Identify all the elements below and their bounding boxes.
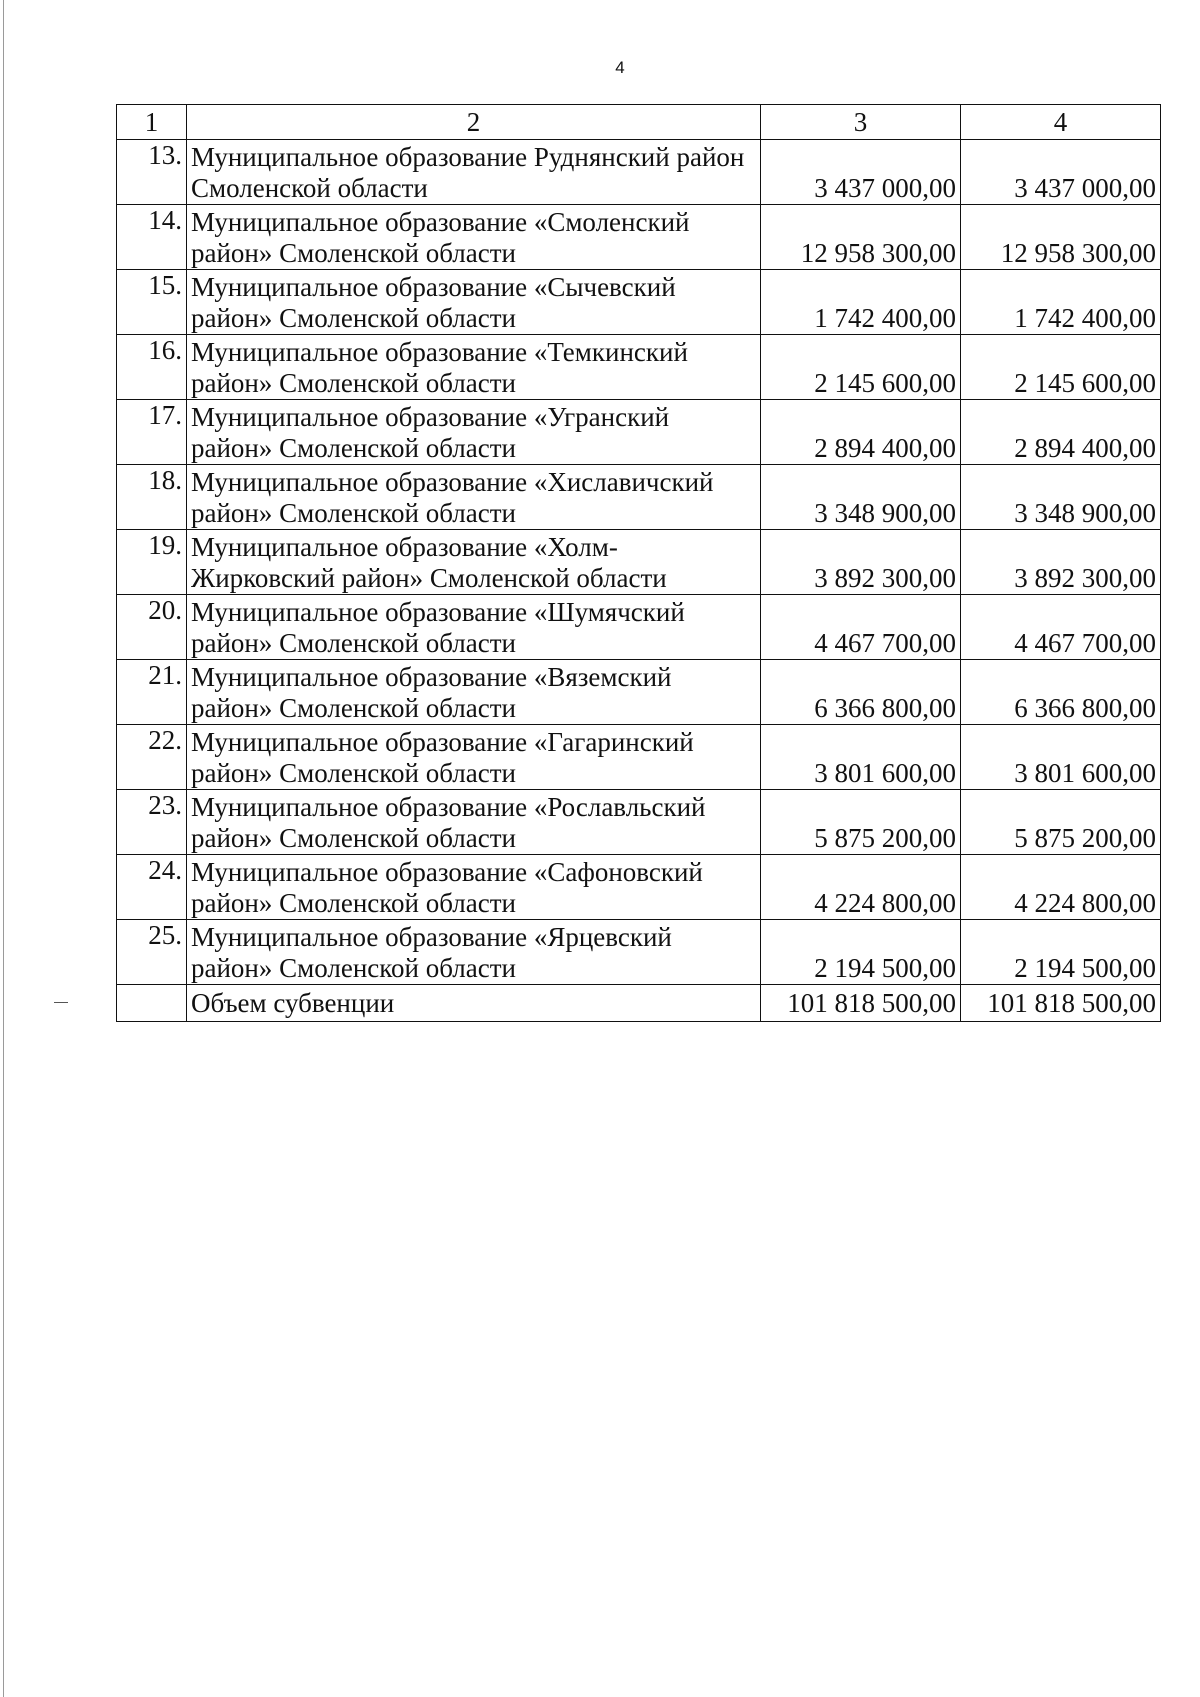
row-number: 19. — [117, 530, 187, 595]
municipality-name: Муниципальное образование «Угранский район» Смоленской области — [187, 400, 761, 465]
table-row — [117, 855, 1161, 920]
page-number: 4 — [615, 58, 625, 77]
row-number: 21. — [117, 660, 187, 725]
municipality-name: Муниципальное образование «Сычевский район» Смоленской области — [187, 270, 761, 335]
scan-artifact-mark — [54, 1002, 68, 1003]
amount-col4: 4 224 800,00 — [961, 855, 1161, 920]
total-col4: 101 818 500,00 — [961, 985, 1161, 1022]
municipality-name: Муниципальное образование «Шумячский район» Смоленской области — [187, 595, 761, 660]
total-label: Объем субвенции — [187, 985, 761, 1022]
amount-col3: 4 224 800,00 — [761, 855, 961, 920]
municipality-name: Муниципальное образование «Гагаринский район» Смоленской области — [187, 725, 761, 790]
total-row — [117, 985, 1161, 1022]
amount-col4: 6 366 800,00 — [961, 660, 1161, 725]
municipality-name: Муниципальное образование «Рославльский район» Смоленской области — [187, 790, 761, 855]
table-row — [117, 725, 1161, 790]
amount-col4: 4 467 700,00 — [961, 595, 1161, 660]
header-cell-1: 1 — [117, 105, 187, 140]
amount-col4: 2 894 400,00 — [961, 400, 1161, 465]
row-number: 16. — [117, 335, 187, 400]
header-cell-3: 3 — [761, 105, 961, 140]
subsidy-table — [116, 104, 1161, 1022]
table-row — [117, 140, 1161, 205]
scan-edge-line — [3, 0, 4, 1697]
amount-col4: 1 742 400,00 — [961, 270, 1161, 335]
row-number: 25. — [117, 920, 187, 985]
table-row — [117, 920, 1161, 985]
amount-col4: 3 437 000,00 — [961, 140, 1161, 205]
table-row — [117, 660, 1161, 725]
row-number: 18. — [117, 465, 187, 530]
table-row — [117, 205, 1161, 270]
table-row — [117, 335, 1161, 400]
table-header-row — [117, 105, 1161, 140]
header-cell-4: 4 — [961, 105, 1161, 140]
amount-col3: 6 366 800,00 — [761, 660, 961, 725]
amount-col4: 5 875 200,00 — [961, 790, 1161, 855]
amount-col4: 2 194 500,00 — [961, 920, 1161, 985]
municipality-name: Муниципальное образование «Темкинский район» Смоленской области — [187, 335, 761, 400]
table-row — [117, 790, 1161, 855]
amount-col3: 2 194 500,00 — [761, 920, 961, 985]
amount-col3: 1 742 400,00 — [761, 270, 961, 335]
municipality-name: Муниципальное образование «Сафоновский район» Смоленской области — [187, 855, 761, 920]
amount-col3: 3 892 300,00 — [761, 530, 961, 595]
amount-col3: 12 958 300,00 — [761, 205, 961, 270]
row-number: 14. — [117, 205, 187, 270]
municipality-name: Муниципальное образование «Вяземский район» Смоленской области — [187, 660, 761, 725]
amount-col4: 3 801 600,00 — [961, 725, 1161, 790]
municipality-name: Муниципальное образование «Хиславичский район» Смоленской области — [187, 465, 761, 530]
municipality-name: Муниципальное образование «Холм-Жирковский район» Смоленской области — [187, 530, 761, 595]
table-row — [117, 595, 1161, 660]
amount-col4: 3 348 900,00 — [961, 465, 1161, 530]
row-number: 13. — [117, 140, 187, 205]
amount-col3: 4 467 700,00 — [761, 595, 961, 660]
amount-col3: 3 437 000,00 — [761, 140, 961, 205]
amount-col4: 3 892 300,00 — [961, 530, 1161, 595]
total-col3: 101 818 500,00 — [761, 985, 961, 1022]
row-number: 20. — [117, 595, 187, 660]
table-row — [117, 465, 1161, 530]
amount-col3: 3 801 600,00 — [761, 725, 961, 790]
row-number: 23. — [117, 790, 187, 855]
municipality-name: Муниципальное образование «Ярцевский район» Смоленской области — [187, 920, 761, 985]
table-row — [117, 270, 1161, 335]
municipality-name: Муниципальное образование Руднянский район Смоленской области — [187, 140, 761, 205]
row-number: 22. — [117, 725, 187, 790]
table-body — [117, 105, 1161, 1022]
header-cell-2: 2 — [187, 105, 761, 140]
row-number: 24. — [117, 855, 187, 920]
row-number: 15. — [117, 270, 187, 335]
amount-col4: 2 145 600,00 — [961, 335, 1161, 400]
amount-col3: 3 348 900,00 — [761, 465, 961, 530]
table-row — [117, 400, 1161, 465]
amount-col3: 2 145 600,00 — [761, 335, 961, 400]
total-empty-cell — [117, 985, 187, 1022]
municipality-name: Муниципальное образование «Смоленский район» Смоленской области — [187, 205, 761, 270]
amount-col4: 12 958 300,00 — [961, 205, 1161, 270]
amount-col3: 2 894 400,00 — [761, 400, 961, 465]
row-number: 17. — [117, 400, 187, 465]
table-row — [117, 530, 1161, 595]
amount-col3: 5 875 200,00 — [761, 790, 961, 855]
